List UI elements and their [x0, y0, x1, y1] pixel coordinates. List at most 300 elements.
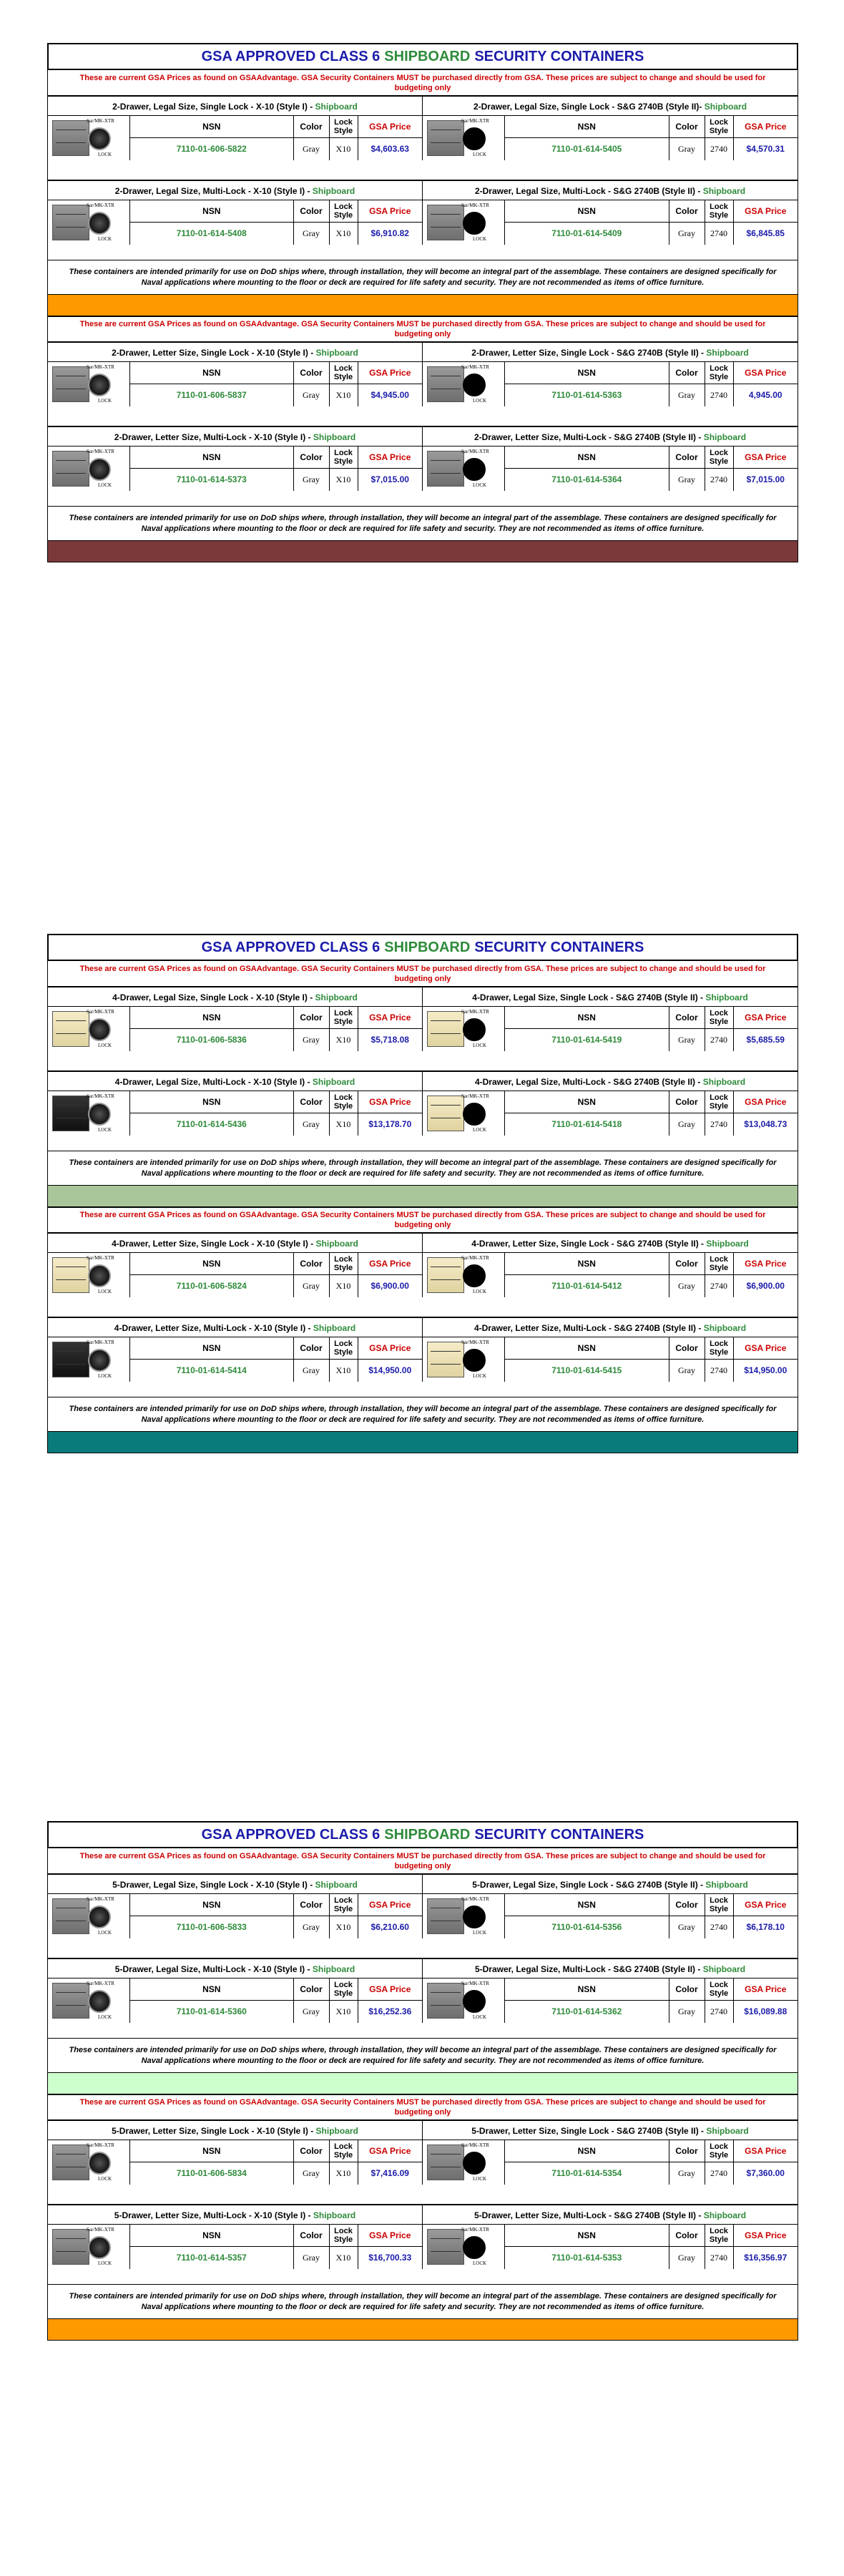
header-gsa-price: GSA Price	[733, 1253, 798, 1274]
title-shipboard: SHIPBOARD	[384, 1826, 471, 1843]
price-table	[505, 2225, 798, 2269]
lock-brand-label: Sar/MK-XTR	[87, 2227, 114, 2233]
shipboard-tag: Shipboard	[312, 1964, 355, 1974]
price-table-header	[130, 1337, 422, 1359]
product-title	[48, 987, 422, 1007]
header-color: Color	[293, 1337, 329, 1359]
price-table	[505, 1091, 798, 1136]
lock-label: LOCK	[98, 1373, 112, 1379]
nsn-value: 7110-01-606-5836	[176, 1035, 247, 1045]
nsn-value: 7110-01-614-5362	[551, 2006, 622, 2017]
shipboard-tag: Shipboard	[703, 432, 747, 442]
usage-disclaimer: These containers are intended primarily for use on DoD ships where, through installation, they will become an integral part of the assemblage. These containers are designed specifically for Naval applications where mounting to the floor or deck are required for life safety and security. They are not recommended as items of office furniture.	[47, 260, 798, 295]
product-title	[48, 1958, 422, 1979]
header-nsn: NSN	[130, 200, 293, 222]
header-nsn: NSN	[130, 2140, 293, 2162]
shipboard-tag: Shipboard	[702, 186, 746, 196]
combination-lock-icon	[88, 212, 111, 235]
product-body	[48, 2225, 422, 2269]
shipboard-tag: Shipboard	[315, 348, 358, 358]
product-cell	[423, 342, 798, 406]
price-table-row	[130, 2246, 422, 2269]
price-table-row	[505, 1359, 798, 1382]
price-table-row	[130, 1359, 422, 1382]
header-gsa-price: GSA Price	[733, 447, 798, 468]
lock-style-value: 2740	[705, 1113, 733, 1136]
product-title-text: 2-Drawer, Legal Size, Single Lock - X-10 (Style I) -	[112, 102, 315, 112]
price-table-row	[505, 1274, 798, 1297]
header-color: Color	[293, 200, 329, 222]
container-image	[423, 1253, 505, 1297]
price-table-row	[505, 137, 798, 160]
product-title	[48, 426, 422, 447]
product-cell	[48, 2120, 423, 2185]
product-row	[47, 96, 798, 160]
header-nsn: NSN	[130, 1894, 293, 1916]
cabinet-icon	[427, 451, 464, 487]
color-value: Gray	[669, 1113, 705, 1136]
row-spacer	[47, 1938, 798, 1958]
lock-brand-label: Sar/MK-XTR	[461, 1340, 489, 1345]
header-nsn: NSN	[130, 447, 293, 468]
header-nsn: NSN	[505, 116, 669, 137]
header-lock-style: Lock Style	[705, 200, 733, 222]
product-title	[48, 342, 422, 362]
product-title	[423, 1317, 798, 1337]
header-color: Color	[293, 116, 329, 137]
container-image	[423, 2225, 505, 2269]
header-nsn: NSN	[130, 116, 293, 137]
lock-brand-label: Sar/MK-XTR	[87, 1896, 114, 1902]
container-image	[423, 362, 505, 406]
container-image	[48, 447, 130, 491]
combination-lock-icon	[88, 1018, 111, 1041]
product-title	[48, 180, 422, 200]
lock-label: LOCK	[473, 152, 487, 157]
price-table	[130, 1007, 422, 1051]
cabinet-icon	[427, 1257, 464, 1293]
price-table-row	[130, 1916, 422, 1938]
shipboard-tag: Shipboard	[703, 2210, 747, 2220]
header-lock-style: Lock Style	[329, 2225, 358, 2246]
shipboard-tag: Shipboard	[315, 102, 358, 112]
nsn-value: 7110-01-614-5409	[551, 228, 622, 239]
header-lock-style: Lock Style	[705, 1253, 733, 1274]
nsn-value: 7110-01-614-5354	[551, 2168, 622, 2179]
gsa-price-value: $4,945.00	[358, 384, 422, 406]
lock-style-value: X10	[329, 2162, 358, 2185]
price-table	[130, 200, 422, 245]
nsn-value: 7110-01-614-5373	[176, 474, 247, 485]
row-spacer	[47, 1297, 798, 1317]
nsn-value: 7110-01-614-5436	[176, 1119, 247, 1130]
shipboard-tag: Shipboard	[313, 1323, 356, 1333]
usage-disclaimer: These containers are intended primarily for use on DoD ships where, through installation, they will become an integral part of the assemblage. These containers are designed specifically for Naval applications where mounting to the floor or deck are required for life safety and security. They are not recommended as items of office furniture.	[47, 2039, 798, 2073]
cabinet-icon	[52, 451, 89, 487]
header-color: Color	[293, 1894, 329, 1916]
nsn-value: 7110-01-606-5834	[176, 2168, 247, 2179]
header-nsn: NSN	[505, 1253, 669, 1274]
nsn-value: 7110-01-614-5364	[551, 474, 622, 485]
container-image	[48, 1007, 130, 1051]
combination-lock-icon	[88, 1906, 111, 1928]
lock-style-value: X10	[329, 1028, 358, 1051]
price-table-header	[505, 1337, 798, 1359]
lock-brand-label: Sar/MK-XTR	[87, 1255, 114, 1261]
header-lock-style: Lock Style	[329, 1253, 358, 1274]
price-table-row	[130, 468, 422, 491]
product-body	[423, 200, 798, 245]
price-table-row	[505, 2246, 798, 2269]
row-spacer	[47, 1136, 798, 1151]
row-spacer	[47, 406, 798, 426]
page-title	[47, 43, 798, 70]
container-image	[48, 1894, 130, 1938]
nsn-value: 7110-01-614-5405	[551, 144, 622, 155]
header-color: Color	[669, 447, 705, 468]
price-table-header	[505, 1091, 798, 1113]
lock-style-value: X10	[329, 1274, 358, 1297]
product-body	[423, 362, 798, 406]
lock-brand-label: Sar/MK-XTR	[87, 1093, 114, 1099]
lock-style-value: 2740	[705, 1028, 733, 1051]
header-gsa-price: GSA Price	[733, 116, 798, 137]
product-cell	[48, 1233, 423, 1297]
cabinet-icon	[427, 366, 464, 402]
product-body	[48, 1894, 422, 1938]
color-value: Gray	[293, 468, 329, 491]
product-title	[423, 2205, 798, 2225]
header-color: Color	[293, 1253, 329, 1274]
title-prefix: GSA APPROVED CLASS 6	[201, 48, 381, 64]
product-body	[423, 2140, 798, 2185]
product-body	[48, 1979, 422, 2023]
product-title-text: 2-Drawer, Legal Size, Multi-Lock - X-10 (Style I) -	[114, 186, 313, 196]
shipboard-tag: Shipboard	[705, 992, 748, 1002]
product-row	[47, 1233, 798, 1297]
price-table	[505, 362, 798, 406]
lock-brand-label: Sar/MK-XTR	[461, 1981, 489, 1986]
lock-label: LOCK	[473, 2260, 487, 2266]
combination-lock-icon	[88, 1103, 111, 1126]
container-image	[48, 200, 130, 245]
header-gsa-price: GSA Price	[733, 1007, 798, 1028]
shipboard-tag: Shipboard	[706, 2126, 749, 2136]
lock-brand-label: Sar/MK-XTR	[461, 449, 489, 454]
lock-style-value: 2740	[705, 2000, 733, 2023]
header-nsn: NSN	[505, 2140, 669, 2162]
lock-brand-label: Sar/MK-XTR	[87, 1009, 114, 1015]
lock-style-value: 2740	[705, 2246, 733, 2269]
product-title-text: 2-Drawer, Letter Size, Single Lock - S&G 2740B (Style II) -	[471, 348, 707, 358]
gsa-price-value: $6,178.10	[733, 1916, 798, 1938]
price-table-header	[505, 1007, 798, 1028]
gsa-price-value: $4,603.63	[358, 137, 422, 160]
combination-lock-icon	[463, 1018, 486, 1041]
color-band	[47, 541, 798, 562]
price-table	[130, 116, 422, 160]
lock-brand-label: Sar/MK-XTR	[87, 2142, 114, 2148]
header-nsn: NSN	[505, 362, 669, 384]
product-title-text: 2-Drawer, Letter Size, Multi-Lock - S&G 2740B (Style II) -	[473, 432, 704, 442]
header-gsa-price: GSA Price	[733, 362, 798, 384]
page-title	[47, 1821, 798, 1848]
usage-disclaimer: These containers are intended primarily for use on DoD ships where, through installation, they will become an integral part of the assemblage. These containers are designed specifically for Naval applications where mounting to the floor or deck are required for life safety and security. They are not recommended as items of office furniture.	[47, 507, 798, 541]
product-title-text: 4-Drawer, Letter Size, Multi-Lock - S&G 2740B (Style II) -	[473, 1323, 704, 1333]
header-color: Color	[669, 362, 705, 384]
header-color: Color	[669, 1894, 705, 1916]
header-color: Color	[669, 2140, 705, 2162]
price-table	[505, 1337, 798, 1382]
color-value: Gray	[669, 1274, 705, 1297]
price-table-row	[505, 1028, 798, 1051]
product-title	[48, 2120, 422, 2140]
price-table-row	[505, 1113, 798, 1136]
cabinet-icon	[427, 1096, 464, 1131]
header-color: Color	[293, 1007, 329, 1028]
product-title-text: 5-Drawer, Letter Size, Multi-Lock - X-10 (Style I) -	[114, 2210, 313, 2220]
row-spacer	[47, 1051, 798, 1071]
lock-brand-label: Sar/MK-XTR	[87, 1340, 114, 1345]
price-table-header	[505, 447, 798, 468]
price-table	[130, 1253, 422, 1297]
gsa-price-value: $16,089.88	[733, 2000, 798, 2023]
title-suffix: SECURITY CONTAINERS	[474, 48, 644, 64]
product-title-text: 4-Drawer, Letter Size, Multi-Lock - X-10 (Style I) -	[114, 1323, 313, 1333]
container-image	[423, 1894, 505, 1938]
lock-style-value: 2740	[705, 222, 733, 245]
product-title	[423, 1958, 798, 1979]
shipboard-tag: Shipboard	[315, 2126, 358, 2136]
product-body	[48, 1091, 422, 1136]
color-value: Gray	[293, 1916, 329, 1938]
lock-label: LOCK	[473, 236, 487, 242]
header-gsa-price: GSA Price	[358, 1253, 422, 1274]
product-title	[423, 1071, 798, 1091]
cabinet-icon	[427, 1898, 464, 1934]
header-color: Color	[669, 200, 705, 222]
cabinet-icon	[427, 120, 464, 156]
product-title-text: 5-Drawer, Legal Size, Multi-Lock - X-10 (Style I) -	[114, 1964, 313, 1974]
row-spacer	[47, 2269, 798, 2285]
header-color: Color	[293, 362, 329, 384]
combination-lock-icon	[463, 1103, 486, 1126]
cabinet-icon	[52, 2145, 89, 2180]
lock-style-value: 2740	[705, 137, 733, 160]
price-table	[505, 447, 798, 491]
nsn-value: 7110-01-614-5415	[551, 1365, 622, 1376]
price-table-row	[505, 384, 798, 406]
container-image	[423, 1007, 505, 1051]
product-body	[48, 1337, 422, 1382]
lock-brand-label: Sar/MK-XTR	[461, 1093, 489, 1099]
header-color: Color	[669, 2225, 705, 2246]
container-image	[48, 362, 130, 406]
lock-brand-label: Sar/MK-XTR	[87, 449, 114, 454]
gsa-price-value: $14,950.00	[733, 1359, 798, 1382]
header-gsa-price: GSA Price	[733, 2140, 798, 2162]
combination-lock-icon	[88, 458, 111, 481]
nsn-value: 7110-01-606-5833	[176, 1922, 247, 1933]
product-cell	[423, 96, 798, 160]
product-title-text: 4-Drawer, Legal Size, Multi-Lock - S&G 2740B (Style II) -	[474, 1077, 703, 1087]
price-table	[130, 2225, 422, 2269]
lock-style-value: 2740	[705, 2162, 733, 2185]
lock-style-value: 2740	[705, 384, 733, 406]
catalog-page	[47, 934, 798, 1453]
color-value: Gray	[669, 1359, 705, 1382]
header-lock-style: Lock Style	[329, 1007, 358, 1028]
cabinet-icon	[52, 2229, 89, 2265]
price-table-row	[130, 1113, 422, 1136]
gsa-price-value: $6,900.00	[733, 1274, 798, 1297]
gsa-price-value: $5,685.59	[733, 1028, 798, 1051]
header-nsn: NSN	[505, 1894, 669, 1916]
nsn-value: 7110-01-614-5353	[551, 2253, 622, 2263]
product-body	[48, 116, 422, 160]
lock-style-value: X10	[329, 1359, 358, 1382]
container-image	[423, 200, 505, 245]
container-image	[423, 116, 505, 160]
header-lock-style: Lock Style	[329, 362, 358, 384]
color-value: Gray	[669, 2162, 705, 2185]
product-row	[47, 1071, 798, 1136]
combination-lock-icon	[463, 1906, 486, 1928]
shipboard-tag: Shipboard	[704, 102, 747, 112]
header-lock-style: Lock Style	[329, 1337, 358, 1359]
gsa-price-value: $7,015.00	[733, 468, 798, 491]
shipboard-tag: Shipboard	[313, 432, 356, 442]
product-title-text: 2-Drawer, Letter Size, Single Lock - X-10 (Style I) -	[112, 348, 316, 358]
lock-brand-label: Sar/MK-XTR	[461, 1255, 489, 1261]
gsa-price-value: $6,910.82	[358, 222, 422, 245]
price-table-header	[130, 447, 422, 468]
product-title	[423, 2120, 798, 2140]
row-spacer	[47, 2023, 798, 2039]
product-cell	[48, 342, 423, 406]
color-value: Gray	[669, 2246, 705, 2269]
product-title	[423, 426, 798, 447]
product-title-text: 2-Drawer, Legal Size, Single Lock - S&G 2740B (Style II)-	[473, 102, 705, 112]
product-body	[423, 447, 798, 491]
container-image	[423, 1979, 505, 2023]
header-lock-style: Lock Style	[705, 116, 733, 137]
header-color: Color	[293, 447, 329, 468]
combination-lock-icon	[88, 2236, 111, 2259]
product-title	[423, 180, 798, 200]
product-title	[48, 1874, 422, 1894]
color-value: Gray	[669, 137, 705, 160]
shipboard-tag: Shipboard	[315, 1239, 358, 1249]
header-gsa-price: GSA Price	[733, 1979, 798, 2000]
gsa-price-value: 4,945.00	[733, 384, 798, 406]
lock-label: LOCK	[98, 482, 112, 488]
price-table-header	[130, 200, 422, 222]
combination-lock-icon	[463, 458, 486, 481]
gsa-price-value: $7,015.00	[358, 468, 422, 491]
price-table-row	[505, 468, 798, 491]
cabinet-icon	[52, 120, 89, 156]
color-value: Gray	[293, 1028, 329, 1051]
header-color: Color	[669, 1007, 705, 1028]
product-title-text: 4-Drawer, Legal Size, Single Lock - X-10 (Style I) -	[112, 992, 315, 1002]
lock-label: LOCK	[473, 1373, 487, 1379]
shipboard-tag: Shipboard	[312, 1077, 355, 1087]
lock-label: LOCK	[473, 2014, 487, 2020]
combination-lock-icon	[463, 1990, 486, 2013]
product-row	[47, 1874, 798, 1938]
product-body	[423, 1253, 798, 1297]
nsn-value: 7110-01-614-5408	[176, 228, 247, 239]
lock-style-value: X10	[329, 1113, 358, 1136]
shipboard-tag: Shipboard	[315, 992, 358, 1002]
cabinet-icon	[52, 366, 89, 402]
shipboard-tag: Shipboard	[705, 1880, 748, 1890]
header-gsa-price: GSA Price	[358, 1337, 422, 1359]
price-table	[130, 447, 422, 491]
header-color: Color	[669, 1253, 705, 1274]
product-row	[47, 342, 798, 406]
lock-label: LOCK	[473, 482, 487, 488]
header-color: Color	[293, 2140, 329, 2162]
product-cell	[48, 1958, 423, 2023]
lock-brand-label: Sar/MK-XTR	[87, 118, 114, 124]
cabinet-icon	[52, 1096, 89, 1131]
container-image	[48, 1253, 130, 1297]
lock-label: LOCK	[473, 2176, 487, 2182]
gsa-price-value: $7,416.09	[358, 2162, 422, 2185]
container-image	[48, 2140, 130, 2185]
price-table-header	[130, 2140, 422, 2162]
gsa-price-value: $13,178.70	[358, 1113, 422, 1136]
container-image	[48, 1337, 130, 1382]
combination-lock-icon	[463, 2152, 486, 2175]
lock-style-value: X10	[329, 2246, 358, 2269]
color-band	[47, 295, 798, 316]
lock-label: LOCK	[98, 1930, 112, 1936]
price-table-row	[505, 222, 798, 245]
header-nsn: NSN	[505, 1007, 669, 1028]
price-table	[505, 1894, 798, 1938]
price-table-header	[130, 1894, 422, 1916]
cabinet-icon	[427, 2229, 464, 2265]
lock-label: LOCK	[98, 2260, 112, 2266]
combination-lock-icon	[463, 1349, 486, 1372]
price-table	[130, 362, 422, 406]
product-title-text: 5-Drawer, Letter Size, Multi-Lock - S&G 2740B (Style II) -	[473, 2210, 704, 2220]
gsa-price-value: $4,570.31	[733, 137, 798, 160]
product-title-text: 5-Drawer, Letter Size, Single Lock - X-10 (Style I) -	[112, 2126, 316, 2136]
header-color: Color	[669, 1091, 705, 1113]
lock-style-value: 2740	[705, 1274, 733, 1297]
product-cell	[48, 1071, 423, 1136]
lock-style-value: 2740	[705, 1916, 733, 1938]
color-value: Gray	[669, 468, 705, 491]
price-notice: These are current GSA Prices as found on GSAAdvantage. GSA Security Containers MUST be purchased directly from GSA. These prices are subject to change and should be used for budgeting only	[47, 1848, 798, 1874]
lock-label: LOCK	[98, 2014, 112, 2020]
product-cell	[48, 1317, 423, 1382]
header-color: Color	[293, 1979, 329, 2000]
nsn-value: 7110-01-614-5357	[176, 2253, 247, 2263]
combination-lock-icon	[88, 374, 111, 396]
lock-label: LOCK	[98, 2176, 112, 2182]
product-row	[47, 1958, 798, 2023]
price-table	[130, 1091, 422, 1136]
lock-brand-label: Sar/MK-XTR	[87, 364, 114, 370]
product-body	[48, 1007, 422, 1051]
header-nsn: NSN	[130, 1091, 293, 1113]
color-value: Gray	[669, 1916, 705, 1938]
